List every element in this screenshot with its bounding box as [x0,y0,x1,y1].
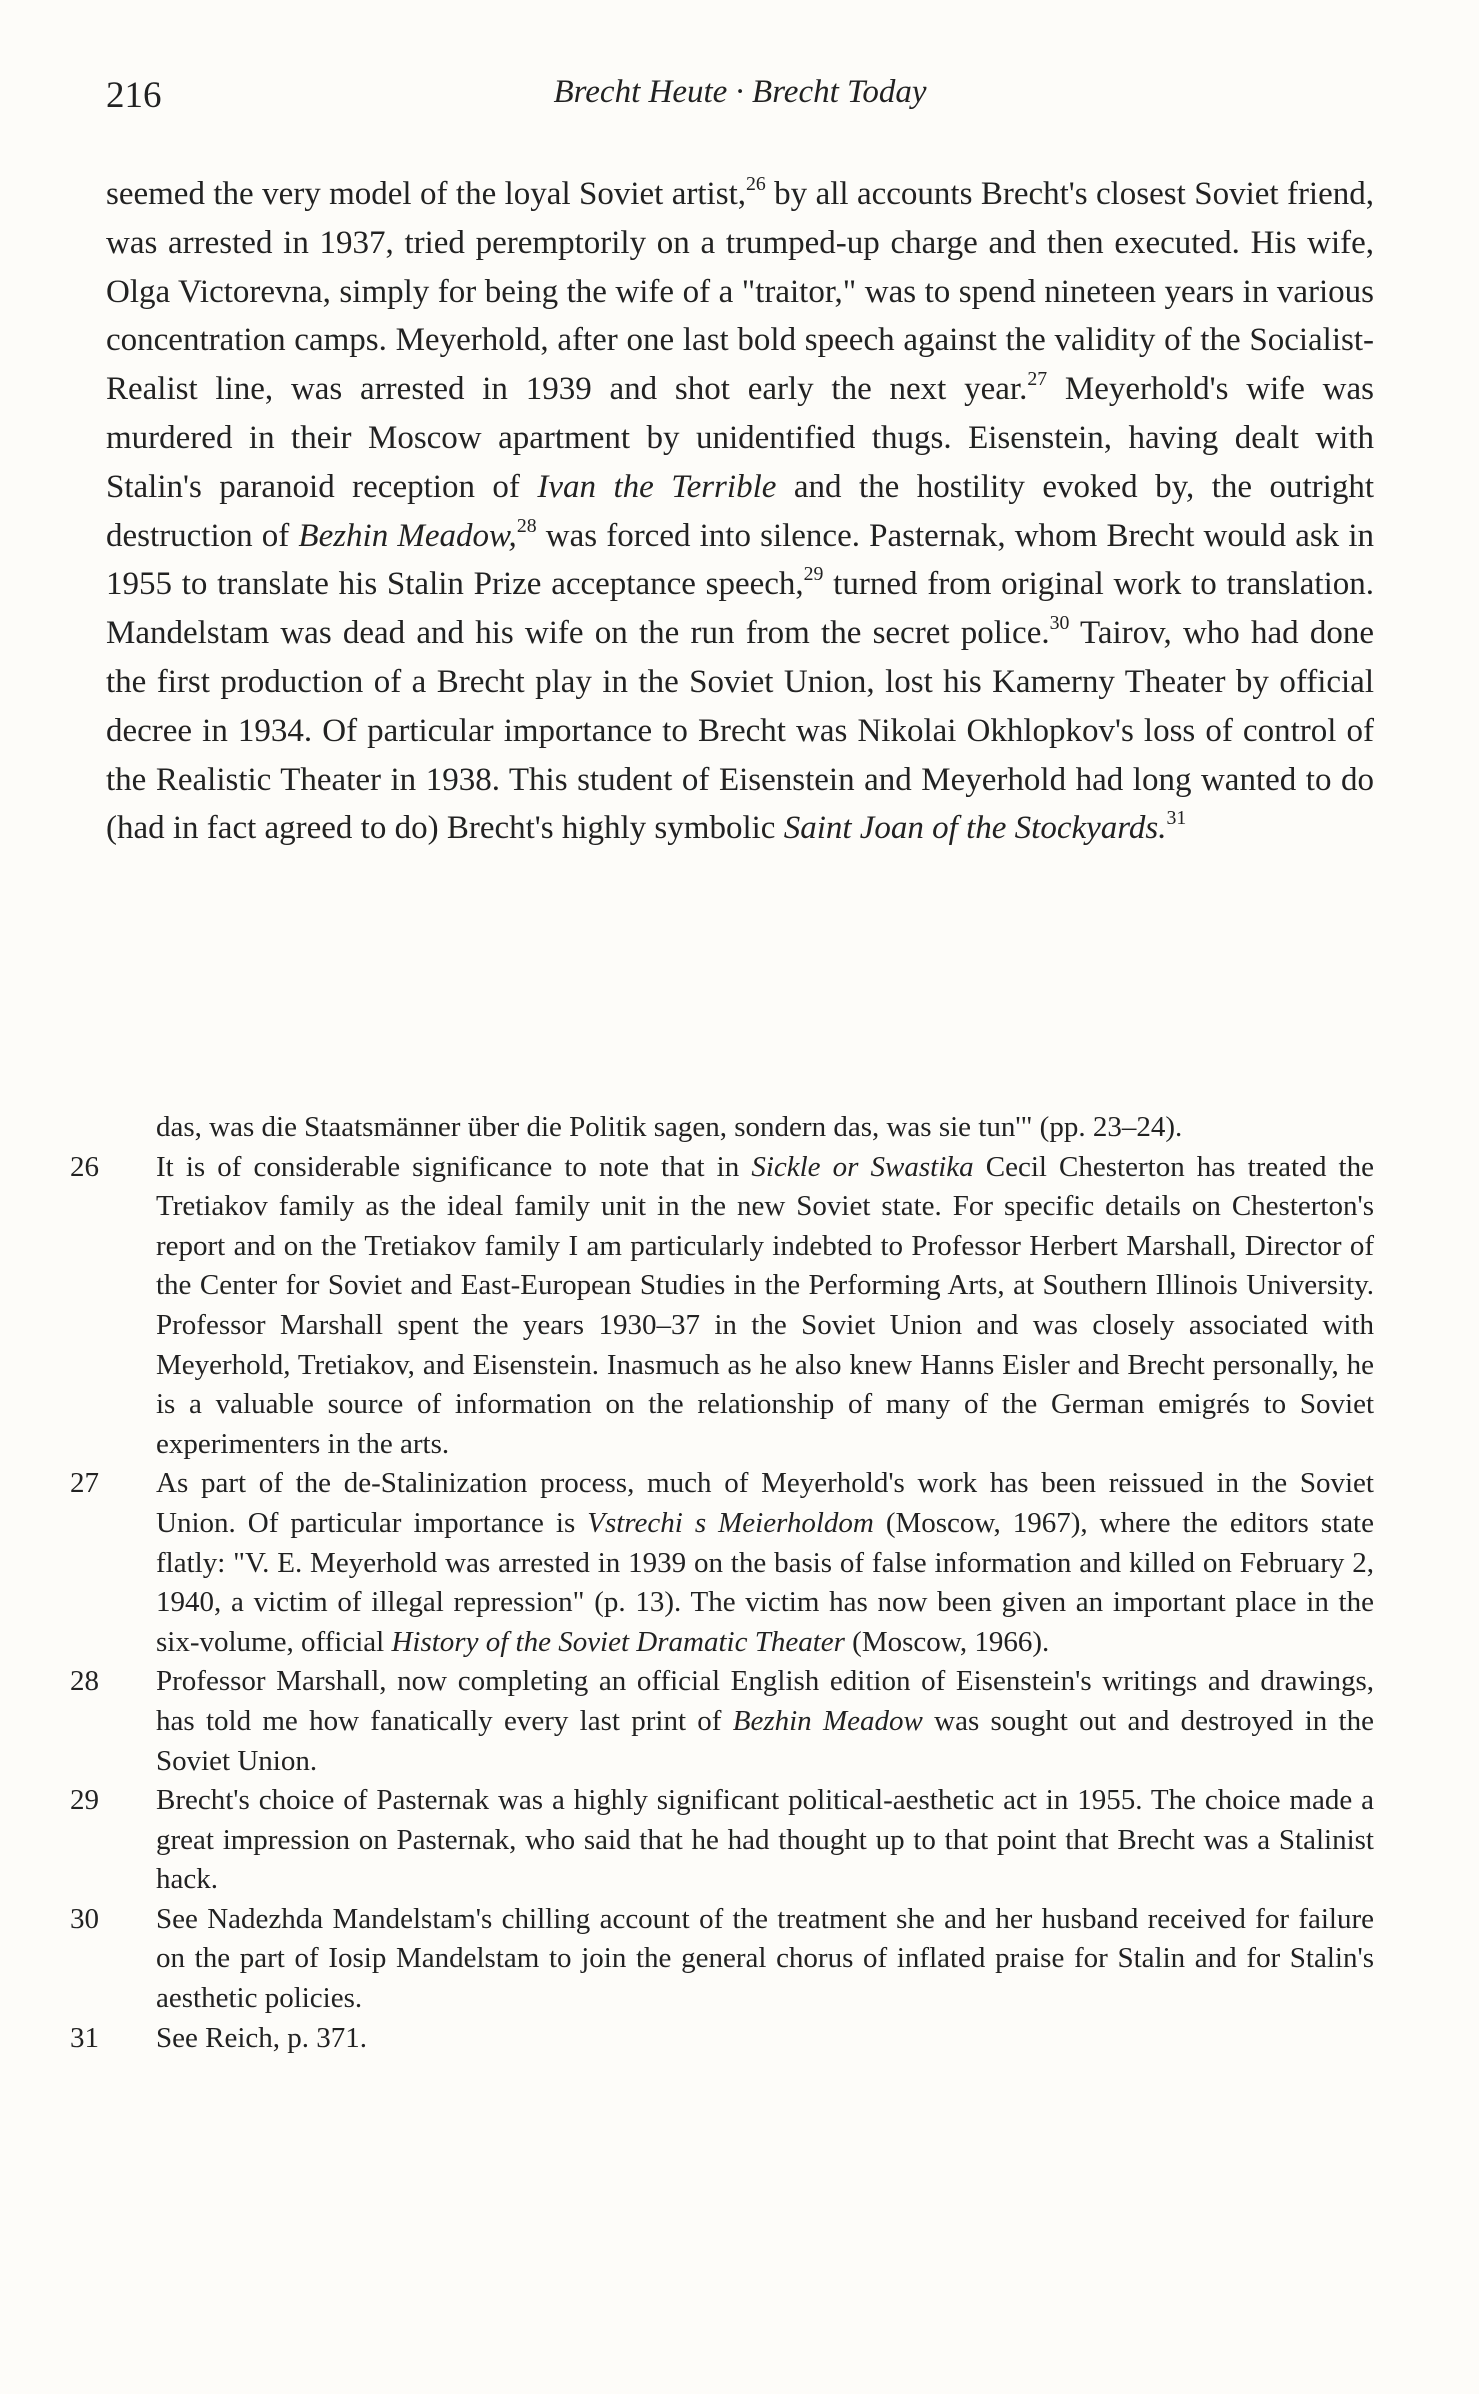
text-run: was sought out and destroyed in the Soviet Union. [156,1704,1374,1777]
footnote-ref-29[interactable]: 29 [803,563,824,586]
footnote-30 [70,1900,1374,2019]
text-run: and the hostility evoked by, the outright destruction of [106,468,1374,554]
text-run: Professor Marshall, now completing an official English edition of Eisenstein's writings and drawings, has told me how fanatically every last print of [156,1665,1374,1737]
text-run: (Moscow, 1967), where the editors state flatly: "V. E. Meyerhold was arrested in 1939 on the basis of false information and killed on February 2, 1940, a victim of illegal repression" (p. 13). The victim has now been given an important place in the six-volume, official [156,1506,1374,1658]
footnote-number: 30 [70,1902,99,1935]
footnotes [70,1108,1374,2058]
text-run: by all accounts Brecht's closest Soviet friend, was arrested in 1937, tried peremptorily on a trumped-up charge and then executed. His wife, Olga Victorevna, simply for being the wife of a "traitor," was to spend nineteen years in various concentration camps. Meyerhold, after one last bold speech against the validity of the Socialist-Realist line, was arrested in 1939 and shot early the next year. [106,176,1375,408]
footnote-28 [70,1662,1374,1781]
title-ivan-the-terrible: Ivan the Terrible [537,468,777,505]
footnote-text: Brecht's choice of Pasternak was a highly significant political-aesthetic act in 1955. The choice made a great impression on Pasternak, who said that he had thought up to that point that Brecht was a Stalinist hack. [156,1784,1374,1896]
title-bezhin-meadow: Bezhin Meadow [732,1704,923,1737]
footnote-number: 27 [70,1467,99,1500]
title-bezhin-meadow: Bezhin Meadow, [298,517,517,554]
text-run: As part of the de-Stalinization process, much of Meyerhold's work has been reissued in the Soviet Union. Of particular importance is [156,1467,1374,1539]
footnote-ref-27[interactable]: 27 [1027,368,1048,391]
footnote-number: 28 [70,1665,99,1698]
page-number: 216 [106,75,162,116]
title-history-soviet-theater: History of the Soviet Dramatic Theater [391,1625,845,1658]
page-header [106,74,1374,124]
footnote-text: See Reich, p. 371. [156,2021,368,2054]
text-run: Tairov, who had done the first production of a Brecht play in the Soviet Union, lost his Kamerny Theater by official decree in 1934. Of particular importance to Brecht was Nikolai Okhlopkov's loss of control of the Realistic Theater in 1938. This student of Eisenstein and Meyerhold had long wanted to do (had in fact agreed to do) Brecht's highly symbolic [106,615,1374,847]
footnote-continuation: das, was die Staatsmänner über die Politik sagen, sondern das, was sie tun'" (pp. 23–24). [156,1111,1183,1143]
footnote-text [156,1464,1374,1662]
title-vstrechi: Vstrechi s Meierholdom [587,1506,874,1539]
text-run: It is of considerable significance to note that in [156,1150,752,1183]
footnote-ref-28[interactable]: 28 [516,514,537,537]
text-run: was forced into silence. Pasternak, whom Brecht would ask in 1955 to translate his Stalin Prize acceptance speech, [106,517,1374,603]
footnote-ref-31[interactable]: 31 [1166,807,1187,830]
footnote-31 [70,2019,1374,2059]
footnote-26 [70,1148,1374,1465]
text-run: turned from original work to translation. Mandelstam was dead and his wife on the run from the secret police. [106,566,1374,652]
text-run: (Moscow, 1966). [844,1625,1050,1658]
text-run: Meyerhold's wife was murdered in their Moscow apartment by unidentified thugs. Eisenstein, having dealt with Stalin's paranoid reception of [106,371,1374,505]
footnote-29 [70,1781,1374,1900]
running-head: Brecht Heute · Brecht Today [553,74,927,110]
title-sickle-or-swastika: Sickle or Swastika [751,1150,974,1183]
body-paragraph [106,170,1374,853]
footnote-text [156,1662,1374,1781]
main-text [106,170,1374,853]
footnote-27 [70,1464,1374,1662]
text-run: Cecil Chesterton has treated the Tretiakov family as the ideal family unit in the new Soviet state. For specific details on Chesterton's report and on the Tretiakov family I am particularly indebted to Professor Herbert Marshall, Director of the Center for Soviet and East-European Studies in the Performing Arts, at Southern Illinois University. Professor Marshall spent the years 1930–37 in the Soviet Union and was closely associated with Meyerhold, Tretiakov, and Eisenstein. Inasmuch as he also knew Hanns Eisler and Brecht personally, he is a valuable source of information on the relationship of many of the German emigrés to Soviet experimenters in the arts. [156,1150,1374,1460]
footnote-number: 31 [70,2021,99,2054]
footnote-number: 29 [70,1784,99,1817]
footnote-text [156,1148,1374,1465]
text-run: seemed the very model of the loyal Soviet artist, [106,176,746,212]
footnote-ref-26[interactable]: 26 [746,173,766,196]
footnote-number: 26 [70,1150,99,1183]
title-saint-joan: Saint Joan of the Stockyards. [783,810,1167,847]
footnote-ref-30[interactable]: 30 [1049,612,1070,635]
footnote-text: See Nadezhda Mandelstam's chilling account of the treatment she and her husband received for failure on the part of Iosip Mandelstam to join the general chorus of inflated praise for Stalin and for Stalin's aesthetic policies. [156,1902,1374,2015]
